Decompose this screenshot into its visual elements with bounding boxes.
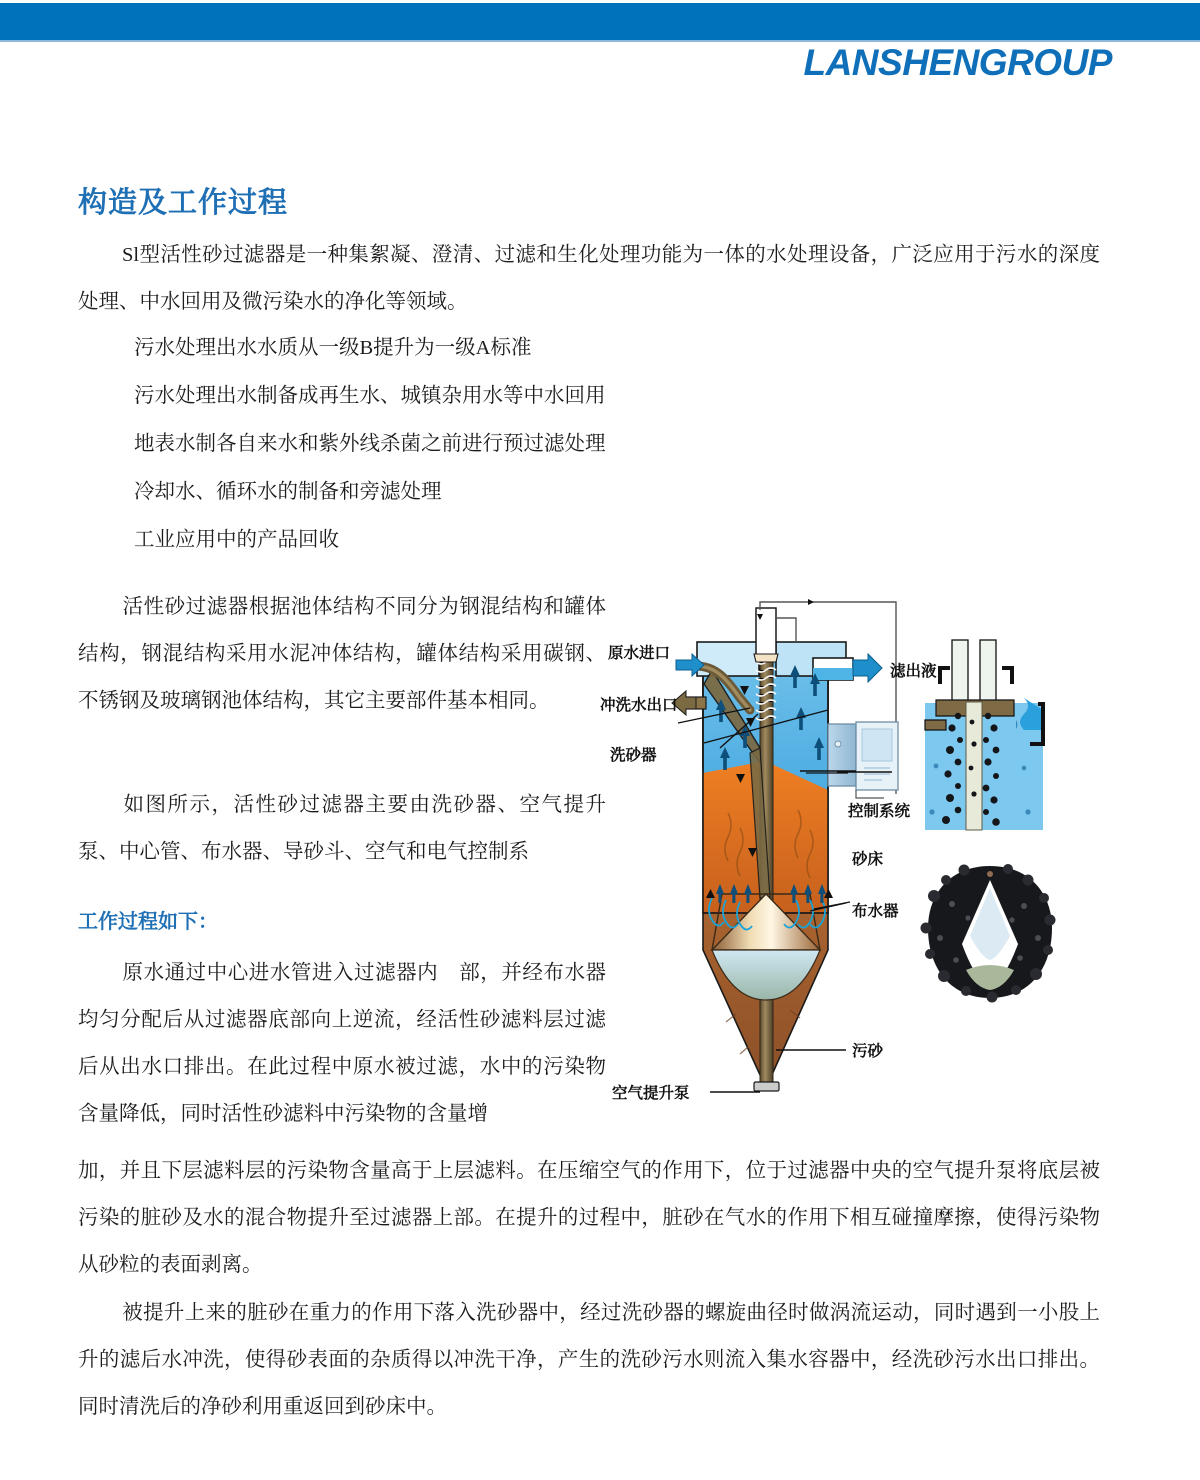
filter-vessel (672, 599, 896, 1091)
structure-paragraph: 活性砂过滤器根据池体结构不同分为钢混结构和罐体结构，钢混结构采用水泥冲体结构，罐体结构采用碳钢、不锈钢及玻璃钢池体结构，其它主要部件基本相同。 (78, 596, 606, 712)
list-item: 污水处理出水水质从一级B提升为一级A标准 (134, 337, 532, 359)
intro-paragraph: Sl型活性砂过滤器是一种集絮凝、澄清、过滤和生化处理功能为一体的水处理设备，广泛应用于污水的深度处理、中水回用及微污染水的净化等领域。 (78, 244, 1100, 313)
process-paragraph-3: 被提升上来的脏砂在重力的作用下落入洗砂器中，经过洗砂器的螺旋曲径时做涡流运动，同时遇到一小股上升的滤后水冲洗，使得砂表面的杂质得以冲洗干净，产生的洗砂污水则流入集水容器中，经洗砂污水出口排出。同时清洗后的净砂利用重返回到砂床中。 (78, 1302, 1100, 1418)
label-control-system: 控制系统 (848, 803, 911, 820)
list-item: 冷却水、循环水的制备和旁滤处理 (134, 481, 442, 503)
label-wash-water-outlet: 冲洗水出口 (600, 697, 678, 714)
label-sand-bed: 砂床 (852, 851, 884, 868)
label-air-lift-pump: 空气提升泵 (612, 1085, 690, 1102)
label-water-distributor: 布水器 (852, 903, 899, 920)
inset-washer-detail (925, 640, 1043, 830)
process-paragraph-2: 加，并且下层滤料层的污染物含量高于上层滤料。在压缩空气的作用下，位于过滤器中央的空气提升泵将底层被污染的脏砂及水的混合物提升至过滤器上部。在提升的过程中，脏砂在气水的作用下相互碰撞摩擦，使得污染物从砂粒的表面剥离。 (78, 1160, 1100, 1276)
brand-logo: LANSHENGROUP (803, 42, 1112, 83)
header-blue-bar (0, 3, 1200, 40)
label-sand-washer: 洗砂器 (610, 747, 657, 764)
process-paragraph-1: 原水通过中心进水管进入过滤器内 部，并经布水器均匀分配后从过滤器底部向上逆流，经活性砂滤料层过滤后从出水口排出。在此过程中原水被过滤，水中的污染物含量降低，同时活性砂滤料中污染物的含量增 (78, 962, 606, 1125)
components-paragraph: 如图所示，活性砂过滤器主要由洗砂器、空气提升泵、中心管、布水器、导砂斗、空气和电气控制系 (78, 794, 606, 863)
inset-sand-vortex (921, 856, 1056, 1003)
label-dirty-sand: 污砂 (852, 1043, 884, 1060)
sand-filter-diagram (600, 598, 1110, 1108)
list-item: 地表水制各自来水和紫外线杀菌之前进行预过滤处理 (134, 433, 606, 455)
process-subheading: 工作过程如下： (78, 911, 218, 933)
label-raw-water-inlet: 原水进口 (608, 645, 671, 662)
page-title: 构造及工作过程 (78, 187, 289, 219)
control-cabinet (828, 722, 898, 798)
list-item: 工业应用中的产品回收 (134, 529, 339, 551)
list-item: 污水处理出水制备成再生水、城镇杂用水等中水回用 (134, 385, 606, 407)
label-filtrate: 滤出液 (890, 663, 937, 680)
